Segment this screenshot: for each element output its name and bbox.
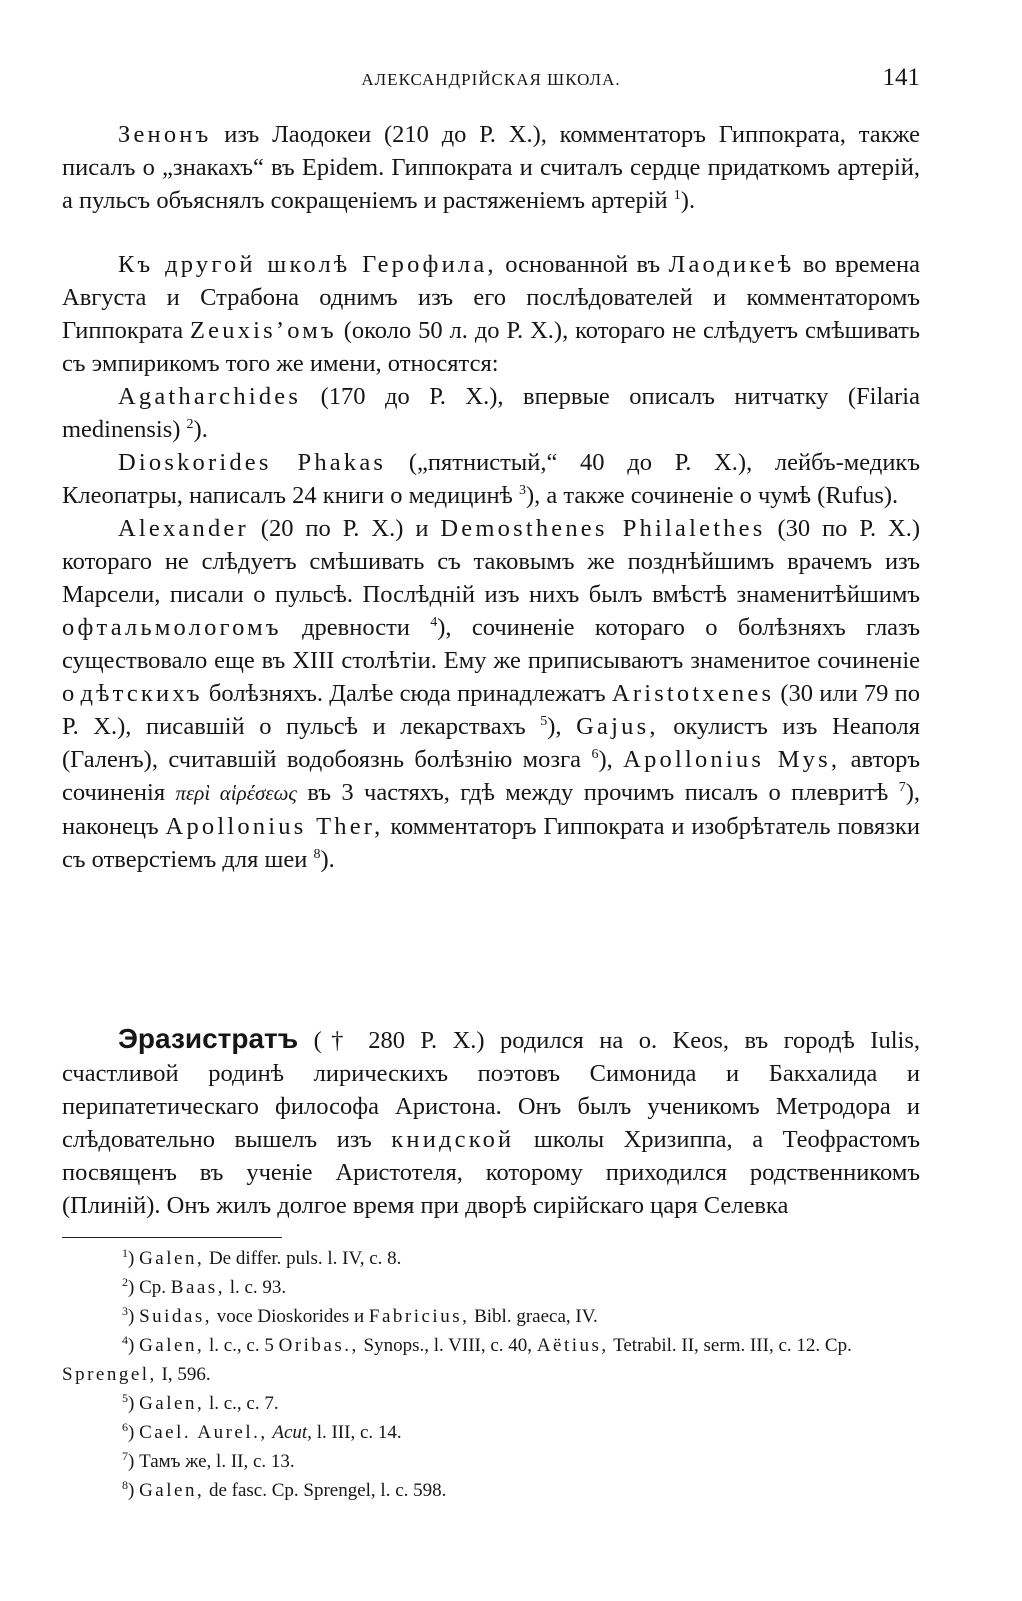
spaced-name: Baas, <box>170 1277 225 1298</box>
footnote: $^6$) Cael. Aurel., Acut, l. III, c. 14. <box>122 1420 402 1443</box>
page-number: 141 <box>882 64 920 91</box>
text-run: авторъ сочиненія <box>62 746 920 806</box>
text-run: болѣзняхъ. Далѣе сюда принадлежатъ <box>202 680 612 707</box>
text-run: Bibl. graeca, IV. <box>469 1306 598 1327</box>
footnote-ref: 1 <box>673 188 681 203</box>
footnote: $^8$) Galen, de fasc. Ср. Sprengel, l. c. 598. <box>122 1478 447 1501</box>
footnote-mark: 1 <box>122 1246 128 1260</box>
spaced-name: Oribas., <box>278 1335 359 1356</box>
text-run: (около 50 л. до Р. Х.), котораго не слѣдуетъ смѣшивать съ эмпирикомъ того же имени, относятся: <box>62 317 920 377</box>
text-run: изъ Лаодокеи (210 до Р. Х.), комментаторъ Гиппократа, также писалъ о „знакахъ“ въ Epidem. Гиппократа и считалъ сердце придаткомъ артерій, а пульсъ объяснялъ сокращеніемъ и растяженіемъ артерій <box>62 121 920 214</box>
spaced-word: дѣтскихъ <box>80 680 203 707</box>
text-run: l. c., c. 7. <box>204 1393 279 1414</box>
text-run: De differ. puls. l. IV, c. 8. <box>204 1248 402 1269</box>
text-run: I, 596. <box>156 1364 211 1385</box>
spaced-name: Zeuxis’омъ <box>190 317 337 344</box>
text-run: (170 до Р. Х.), впервые описалъ нитчатку (Filaria medinensis) <box>62 383 920 443</box>
section-erasistratus <box>62 1022 920 1222</box>
spaced-name: Apollonius Ther, <box>165 813 384 840</box>
text-run: ). <box>193 416 208 443</box>
text-run: Synops., l. VIII, c. 40, <box>358 1335 537 1356</box>
spaced-word: книдской <box>391 1126 515 1153</box>
text-run: ). <box>680 187 696 214</box>
text-run: l. c., c. 5 <box>204 1335 279 1356</box>
footnote: $^1$) Galen, De differ. puls. l. IV, c. 8. <box>122 1246 402 1269</box>
footnote-ref: 6 <box>591 747 599 762</box>
text-run: ), а также сочиненіе о чумѣ (Rufus). <box>525 482 899 509</box>
spaced-name: Aristotxenes <box>611 680 775 707</box>
footnote: $^3$) Suidas, voce Dioskorides и Fabricius, Bibl. graeca, IV. <box>122 1304 598 1327</box>
spaced-name: Galen, <box>139 1335 205 1356</box>
paragraph-zenon <box>62 118 920 217</box>
footnote-ref: 2 <box>186 417 194 432</box>
spaced-name: Зенонъ <box>118 121 212 148</box>
text-run: комментаторъ Гиппократа и изобрѣтатель повязки съ отверстіемъ для шеи <box>62 813 920 873</box>
running-title: АЛЕКСАНДРІЙСКАЯ ШКОЛА. <box>361 70 621 89</box>
text-run: („пятнистый,“ 40 до Р. Х.), лейбъ-медикъ Клеопатры, написалъ 24 книги о медицинѣ <box>62 449 920 509</box>
text-run: Tetrabil. II, serm. III, c. 12. Ср. <box>608 1335 852 1356</box>
text-run: (20 по Р. Х.) и <box>248 515 441 542</box>
text-run: (30 по Р. Х.) котораго не слѣдуетъ смѣшивать съ таковымъ же позднѣйшимъ врачемъ изъ Марсели, писали о пульсѣ. Послѣдній изъ нихъ былъ вмѣстѣ знаменитѣйшимъ <box>62 515 921 608</box>
footnote: $^5$) Galen, l. c., c. 7. <box>122 1391 279 1414</box>
text-run: († 280 Р. Х.) родился на о. Keos, въ городѣ Iulis, счастливой родинѣ лирическихъ поэтовъ Симонида и Бакхалида и перипатетическаго философа Аристона. Онъ былъ ученикомъ Метродора и слѣдовательно вышелъ изъ <box>62 1027 920 1153</box>
footnote-mark: 5 <box>122 1391 128 1405</box>
text-run: ), наконецъ <box>62 779 920 840</box>
text-run: ), сочиненіе котораго о болѣзняхъ глазъ существовало еще въ XIII столѣтіи. Ему же приписываютъ знаменитое сочиненіе о <box>62 614 920 707</box>
spaced-name: Suidas, <box>139 1306 213 1327</box>
spaced-name: Cael. Aurel., <box>139 1422 268 1443</box>
paragraph-text <box>62 446 920 512</box>
section-laodicea-school <box>62 248 920 876</box>
footnote-mark: 7 <box>122 1449 128 1463</box>
text-run: во времена Августа и Страбона однимъ изъ его послѣдователей и комментаторомъ Гиппократа <box>62 251 920 344</box>
text-run: окулистъ изъ Неаполя (Галенъ), считавшій водобоязнь болѣзнію мозга <box>62 713 920 773</box>
spaced-name: Fabricius, <box>368 1306 470 1327</box>
paragraph-text <box>62 1022 920 1222</box>
footnote: $^7$) Тамъ же, l. II, c. 13. <box>122 1449 295 1472</box>
text-run: древности <box>281 614 431 641</box>
paragraph-text <box>62 248 920 380</box>
footnote-mark: 6 <box>122 1420 128 1434</box>
text-run: Ср. <box>139 1277 171 1298</box>
spaced-name: Galen, <box>139 1248 205 1269</box>
running-head <box>62 62 920 98</box>
text-run: ), <box>547 713 577 740</box>
footnote-ref: 3 <box>518 483 526 498</box>
footnote-mark: 2 <box>122 1275 128 1289</box>
text-run: ). <box>320 846 335 873</box>
footnote-mark: 3 <box>122 1304 128 1318</box>
footnote-mark: 8 <box>122 1478 128 1492</box>
spaced-name: Лаодикеѣ <box>668 251 795 278</box>
spaced-name: Demosthenes Philalethes <box>440 515 766 542</box>
text-run: ), <box>598 746 624 773</box>
footnote-ref: 7 <box>898 780 906 795</box>
footnote-divider <box>62 1237 282 1238</box>
text-run: l. III, c. 14. <box>311 1422 402 1443</box>
paragraph-text <box>62 512 920 876</box>
greek-title: περὶ αἱρέσεως <box>175 781 297 805</box>
spaced-name: Sprengel, <box>62 1364 157 1385</box>
footnote-ref: 5 <box>540 714 548 729</box>
footnote: $^2$) Ср. Baas, l. c. 93. <box>122 1275 287 1298</box>
spaced-name: Alexander <box>118 515 249 542</box>
text-run: Тамъ же, l. II, c. 13. <box>139 1451 295 1472</box>
text-run: voce Dioskorides и <box>212 1306 369 1327</box>
spaced-name: Galen, <box>139 1480 205 1501</box>
text-run: основанной въ <box>496 251 669 278</box>
text-run: de fasc. Ср. Sprengel, l. c. 598. <box>204 1480 447 1501</box>
spaced-name: Galen, <box>139 1393 205 1414</box>
spaced-word: офтальмологомъ <box>62 614 282 641</box>
paragraph-text <box>62 380 920 446</box>
spaced-name: Gajus, <box>576 713 659 740</box>
spaced-name: Agatharchides <box>118 383 302 410</box>
spaced-name: Apollonius Mys, <box>623 746 841 773</box>
section-heading: Эразистратъ <box>118 1023 299 1054</box>
footnote: $^4$) Galen, l. c., c. 5 Oribas., Synops., l. VIII, c. 40, Aëtius, Tetrabil. II, serm. III, c. 12. Ср. Sprengel, I, 596. <box>62 1333 852 1385</box>
spaced-name: Aëtius, <box>536 1335 609 1356</box>
text-run: l. c. 93. <box>224 1277 287 1298</box>
footnote-mark: 4 <box>122 1333 128 1347</box>
footnote-ref: 8 <box>313 847 321 862</box>
footnote-ref: 4 <box>430 615 438 630</box>
italic-title: Acut, <box>272 1422 312 1443</box>
text-run: школы Хризиппа, а Теофрастомъ посвященъ въ ученіе Аристотеля, которому приходился родственникомъ (Плиній). Онъ жилъ долгое время при дворѣ сирійскаго царя Селевка <box>62 1126 920 1219</box>
spaced-name: Dioskorides Phakas <box>118 449 387 476</box>
text-run: въ 3 частяхъ, гдѣ между прочимъ писалъ о плевритѣ <box>296 779 899 806</box>
spaced-phrase: Къ другой школѣ Герофила, <box>118 251 497 278</box>
text-run: (30 или 79 по Р. Х.), писавшій о пульсѣ и лекарствахъ <box>62 680 921 740</box>
paragraph-text <box>62 118 920 217</box>
footnotes <box>62 1244 920 1505</box>
